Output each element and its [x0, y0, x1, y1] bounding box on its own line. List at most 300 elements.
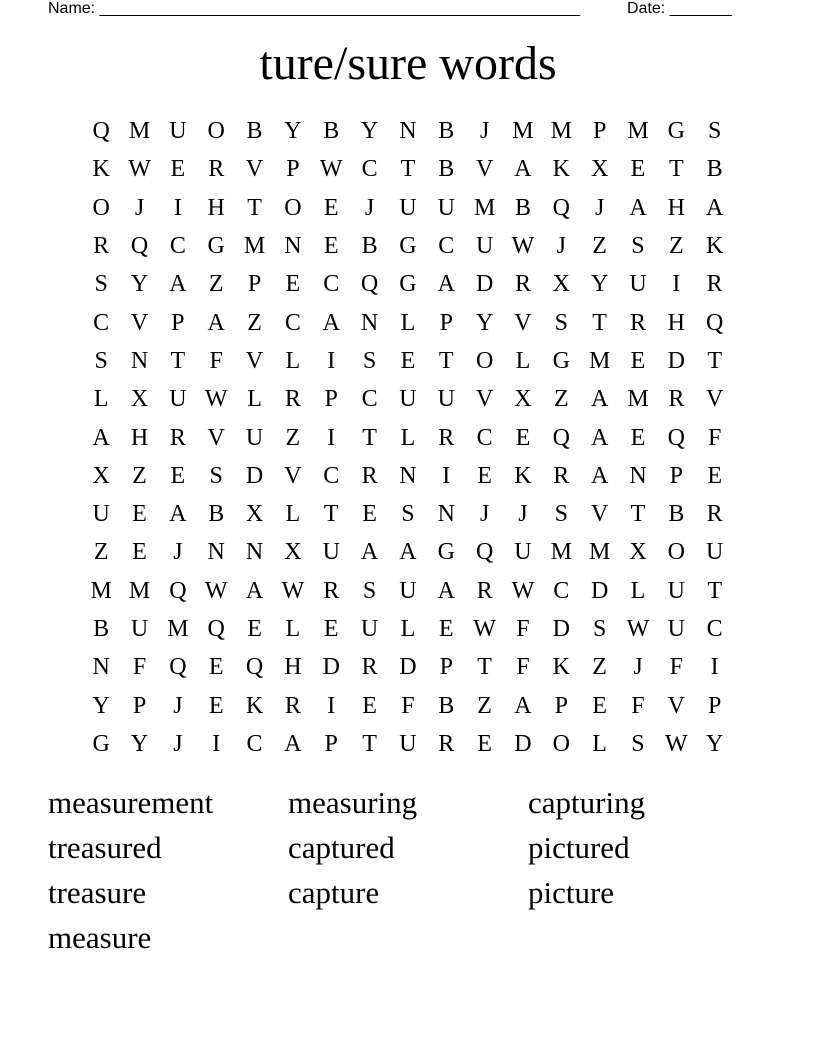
grid-letter[interactable]: X [92, 462, 110, 489]
grid-letter[interactable]: T [592, 309, 607, 336]
grid-letter[interactable]: S [94, 347, 108, 374]
grid-letter[interactable]: G [399, 233, 417, 260]
grid-row [82, 380, 734, 418]
grid-letter[interactable]: X [629, 539, 647, 566]
grid-letter[interactable]: Z [132, 462, 147, 489]
grid-letter[interactable]: B [438, 156, 455, 183]
grid-letter[interactable]: V [475, 386, 494, 413]
grid-letter[interactable]: A [169, 501, 187, 528]
grid-letter[interactable]: N [284, 233, 302, 260]
grid-letter[interactable]: E [247, 616, 262, 642]
grid-letter[interactable]: R [169, 424, 186, 451]
grid-letter[interactable]: Z [247, 309, 262, 336]
grid-row [82, 418, 734, 456]
grid-letter[interactable]: R [706, 271, 723, 298]
grid-letter[interactable]: M [627, 118, 649, 145]
grid-letter[interactable]: E [132, 501, 147, 528]
grid-letter[interactable]: U [399, 577, 417, 604]
grid-letter[interactable]: Z [668, 233, 684, 260]
grid-letter[interactable]: Y [475, 309, 494, 336]
grid-letter[interactable]: P [324, 730, 338, 757]
grid-letter[interactable]: W [128, 156, 151, 183]
grid-letter[interactable]: J [173, 692, 183, 719]
grid-letter[interactable]: P [247, 271, 262, 298]
grid-letter[interactable]: A [399, 539, 417, 566]
grid-letter[interactable]: B [438, 692, 455, 719]
grid-letter[interactable]: E [132, 539, 147, 566]
grid-letter[interactable]: S [631, 233, 645, 260]
grid-letter[interactable]: H [130, 424, 149, 451]
grid-letter[interactable]: B [438, 118, 455, 145]
grid-letter[interactable]: I [327, 424, 336, 451]
grid-letter[interactable]: X [130, 386, 149, 413]
grid-letter[interactable]: Y [284, 118, 302, 145]
grid-letter[interactable]: B [668, 501, 685, 528]
grid-letter[interactable]: L [400, 616, 416, 642]
grid-letter[interactable]: L [93, 386, 109, 413]
grid-letter[interactable]: I [672, 271, 681, 298]
grid-letter[interactable]: K [552, 156, 570, 183]
grid-letter[interactable]: U [399, 730, 417, 757]
grid-letter[interactable]: Q [169, 577, 187, 604]
grid-letter[interactable]: E [362, 692, 377, 719]
grid-letter[interactable]: F [669, 654, 683, 681]
grid-letter[interactable]: G [552, 347, 570, 374]
grid-letter[interactable]: Q [552, 194, 570, 221]
grid-letter[interactable]: M [550, 118, 572, 145]
grid-letter[interactable]: Z [553, 386, 569, 413]
grid-letter[interactable]: E [477, 730, 492, 757]
grid-letter[interactable]: V [706, 386, 724, 413]
grid-letter[interactable]: F [631, 692, 645, 719]
grid-letter[interactable]: T [247, 194, 262, 221]
grid-letter[interactable]: D [399, 654, 417, 681]
grid-letter[interactable]: L [630, 577, 646, 604]
grid-letter[interactable]: T [477, 654, 492, 681]
grid-letter[interactable]: U [437, 194, 455, 221]
grid-letter[interactable]: L [285, 501, 301, 528]
grid-letter[interactable]: M [588, 539, 611, 566]
grid-letter[interactable]: E [323, 233, 339, 260]
grid-letter[interactable]: N [437, 501, 455, 528]
grid-letter[interactable]: U [475, 233, 494, 260]
grid-letter[interactable]: T [630, 501, 646, 528]
grid-letter[interactable]: L [247, 386, 262, 413]
grid-letter[interactable]: A [245, 577, 264, 604]
grid-letter[interactable]: N [399, 462, 417, 489]
grid-letter[interactable]: E [630, 347, 646, 374]
grid-letter[interactable]: R [284, 386, 301, 413]
grid-letter[interactable]: Z [285, 424, 301, 451]
grid-letter[interactable]: C [246, 730, 263, 757]
grid-letter[interactable]: L [400, 309, 416, 336]
grid-letter[interactable]: Q [245, 654, 264, 681]
grid-letter[interactable]: W [473, 616, 496, 642]
grid-letter[interactable]: U [130, 616, 149, 642]
grid-letter[interactable]: W [281, 577, 305, 604]
grid-letter[interactable]: V [245, 347, 264, 374]
grid-letter[interactable]: J [479, 118, 490, 145]
grid-letter[interactable]: W [665, 730, 688, 757]
grid-letter[interactable]: J [173, 730, 183, 757]
grid-letter[interactable]: O [475, 347, 494, 374]
grid-letter[interactable]: U [667, 577, 685, 604]
grid-letter[interactable]: D [322, 654, 340, 681]
grid-letter[interactable]: T [400, 156, 416, 183]
grid-letter[interactable]: R [438, 424, 455, 451]
grid-letter[interactable]: G [207, 233, 225, 260]
grid-letter[interactable]: R [438, 730, 455, 757]
grid-letter[interactable]: R [706, 501, 723, 528]
grid-letter[interactable]: D [552, 616, 570, 642]
grid-letter[interactable]: W [626, 616, 650, 642]
grid-row [82, 112, 734, 150]
grid-letter[interactable]: F [209, 347, 223, 374]
grid-letter[interactable]: M [473, 194, 496, 221]
grid-letter[interactable]: O [284, 194, 302, 221]
grid-letter[interactable]: O [92, 194, 110, 221]
grid-letter[interactable]: U [437, 386, 455, 413]
grid-letter[interactable]: A [514, 692, 532, 719]
grid-letter[interactable]: C [361, 156, 378, 183]
grid-letter[interactable]: B [361, 233, 378, 260]
grid-letter[interactable]: A [322, 309, 340, 336]
grid-letter[interactable]: E [707, 462, 722, 489]
grid-letter[interactable]: V [667, 692, 685, 719]
grid-letter[interactable]: T [707, 347, 722, 374]
grid-letter[interactable]: C [438, 233, 455, 260]
grid-letter[interactable]: U [399, 194, 417, 221]
grid-letter[interactable]: T [438, 347, 454, 374]
grid-letter[interactable]: M [128, 577, 151, 604]
grid-letter[interactable]: U [169, 386, 187, 413]
grid-letter[interactable]: K [92, 156, 110, 183]
grid-letter[interactable]: N [92, 654, 110, 681]
grid-letter[interactable]: G [667, 118, 685, 145]
grid-letter[interactable]: M [167, 616, 189, 642]
grid-letter[interactable]: A [706, 194, 724, 221]
grid-letter[interactable]: R [668, 386, 685, 413]
grid-letter[interactable]: T [170, 347, 186, 374]
grid-letter[interactable]: R [629, 309, 646, 336]
grid-letter[interactable]: E [323, 616, 339, 642]
grid-letter[interactable]: M [90, 577, 112, 604]
grid-letter[interactable]: W [511, 577, 535, 604]
grid-letter[interactable]: J [364, 194, 375, 221]
grid-letter[interactable]: Q [360, 271, 379, 298]
grid-letter[interactable]: E [285, 271, 301, 298]
grid-letter[interactable]: T [362, 730, 377, 757]
grid-letter[interactable]: E [400, 347, 416, 374]
grid-letter[interactable]: I [710, 654, 719, 681]
grid-letter[interactable]: S [209, 462, 223, 489]
grid-letter[interactable]: U [245, 424, 264, 451]
grid-letter[interactable]: Z [592, 233, 607, 260]
grid-letter[interactable]: A [437, 577, 455, 604]
grid-letter[interactable]: Q [552, 424, 570, 451]
grid-letter[interactable]: A [92, 424, 110, 451]
grid-letter[interactable]: Y [360, 118, 379, 145]
grid-letter[interactable]: Q [706, 309, 724, 336]
grid-letter[interactable]: Y [130, 271, 149, 298]
word-bank-item: pictured [528, 830, 630, 865]
grid-letter[interactable]: P [324, 386, 338, 413]
grid-letter[interactable]: S [592, 616, 607, 642]
grid-letter[interactable]: J [134, 194, 145, 221]
grid-letter[interactable]: L [285, 616, 301, 642]
grid-letter[interactable]: U [322, 539, 340, 566]
grid-letter[interactable]: R [208, 156, 225, 183]
grid-letter[interactable]: P [707, 692, 722, 719]
grid-letter[interactable]: S [554, 501, 568, 528]
grid-letter[interactable]: U [629, 271, 647, 298]
grid-letter[interactable]: D [667, 347, 685, 374]
grid-letter[interactable]: C [706, 616, 723, 642]
grid-letter[interactable]: V [475, 156, 494, 183]
grid-letter[interactable]: E [438, 616, 454, 642]
grid-letter[interactable]: V [245, 156, 264, 183]
grid-letter[interactable]: Q [92, 118, 110, 145]
grid-letter[interactable]: K [552, 654, 570, 681]
grid-letter[interactable]: Q [475, 539, 494, 566]
grid-letter[interactable]: V [284, 462, 302, 489]
grid-letter[interactable]: P [669, 462, 683, 489]
grid-letter[interactable]: D [590, 577, 609, 604]
word-bank-item: picture [528, 875, 615, 910]
grid-letter[interactable]: I [327, 692, 336, 719]
grid-letter[interactable]: A [360, 539, 379, 566]
grid-letter[interactable]: R [323, 577, 340, 604]
grid-letter[interactable]: F [401, 692, 415, 719]
grid-letter[interactable]: B [93, 616, 110, 642]
grid-row [82, 150, 734, 188]
grid-letter[interactable]: I [327, 347, 336, 374]
grid-letter[interactable]: S [362, 347, 377, 374]
grid-letter[interactable]: E [170, 462, 186, 489]
grid-letter[interactable]: Q [169, 654, 187, 681]
grid-letter[interactable]: A [169, 271, 187, 298]
grid-letter[interactable]: S [707, 118, 722, 145]
grid-letter[interactable]: P [171, 309, 185, 336]
grid-letter[interactable]: Z [477, 692, 492, 719]
grid-letter[interactable]: X [590, 156, 609, 183]
grid-letter[interactable]: I [212, 730, 221, 757]
grid-letter[interactable]: Z [93, 539, 109, 566]
grid-letter[interactable]: V [514, 309, 532, 336]
grid-letter[interactable]: Q [207, 616, 225, 642]
grid-letter[interactable]: H [207, 194, 225, 221]
grid-letter[interactable]: R [476, 577, 493, 604]
grid-row [82, 572, 734, 610]
grid-letter[interactable]: T [323, 501, 339, 528]
grid-letter[interactable]: R [553, 462, 570, 489]
grid-letter[interactable]: K [706, 233, 724, 260]
grid-letter[interactable]: P [439, 309, 453, 336]
grid-letter[interactable]: O [207, 118, 225, 145]
grid-letter[interactable]: W [319, 156, 343, 183]
grid-letter[interactable]: T [707, 577, 722, 604]
word-bank-item: measurement [48, 785, 214, 820]
grid-letter[interactable]: X [514, 386, 532, 413]
grid-letter[interactable]: O [667, 539, 685, 566]
grid-letter[interactable]: G [399, 271, 417, 298]
grid-letter[interactable]: N [245, 539, 264, 566]
grid-row [82, 686, 734, 724]
grid-letter[interactable]: G [92, 730, 110, 757]
grid-letter[interactable]: H [667, 309, 685, 336]
grid-letter[interactable]: N [399, 118, 417, 145]
grid-letter[interactable]: E [630, 156, 646, 183]
grid-letter[interactable]: C [93, 309, 110, 336]
grid-letter[interactable]: J [556, 233, 566, 260]
grid-letter[interactable]: T [668, 156, 684, 183]
grid-letter[interactable]: H [667, 194, 685, 221]
grid-letter[interactable]: F [132, 654, 147, 681]
grid-letter[interactable]: C [323, 271, 340, 298]
grid-letter[interactable]: N [360, 309, 379, 336]
grid-letter[interactable]: B [246, 118, 263, 145]
grid-letter[interactable]: I [173, 194, 182, 221]
grid-letter[interactable]: N [207, 539, 225, 566]
grid-letter[interactable]: P [592, 118, 607, 145]
word-bank [48, 783, 768, 963]
grid-letter[interactable]: R [284, 692, 301, 719]
grid-letter[interactable]: Y [706, 730, 724, 757]
grid-letter[interactable]: R [361, 654, 378, 681]
grid-letter[interactable]: E [477, 462, 492, 489]
grid-letter[interactable]: E [323, 194, 339, 221]
grid-letter[interactable]: E [592, 692, 607, 719]
grid-row [82, 457, 734, 495]
grid-letter[interactable]: L [515, 347, 531, 374]
grid-letter[interactable]: A [629, 194, 647, 221]
grid-letter[interactable]: S [94, 271, 108, 298]
grid-letter[interactable]: J [518, 501, 528, 528]
grid-letter[interactable]: B [514, 194, 531, 221]
grid-letter[interactable]: D [245, 462, 264, 489]
grid-letter[interactable]: C [323, 462, 340, 489]
grid-letter[interactable]: K [514, 462, 532, 489]
grid-letter[interactable]: Y [130, 730, 149, 757]
grid-letter[interactable]: Y [92, 692, 110, 719]
grid-letter[interactable]: M [128, 118, 151, 145]
grid-letter[interactable]: S [554, 309, 568, 336]
grid-letter[interactable]: V [130, 309, 149, 336]
grid-letter[interactable]: P [286, 156, 300, 183]
grid-letter[interactable]: X [284, 539, 302, 566]
grid-letter[interactable]: B [323, 118, 340, 145]
grid-letter[interactable]: D [475, 271, 494, 298]
grid-letter[interactable]: Z [208, 271, 224, 298]
grid-letter[interactable]: M [588, 347, 611, 374]
grid-letter[interactable]: D [514, 730, 532, 757]
grid-letter[interactable]: A [437, 271, 455, 298]
grid-letter[interactable]: U [399, 386, 417, 413]
grid-letter[interactable]: J [594, 194, 605, 221]
grid-letter[interactable]: Q [130, 233, 149, 260]
grid-letter[interactable]: A [590, 424, 609, 451]
grid-letter[interactable]: U [169, 118, 187, 145]
grid-letter[interactable]: L [592, 730, 607, 757]
grid-letter[interactable]: C [476, 424, 493, 451]
grid-letter[interactable]: F [516, 616, 530, 642]
grid-letter[interactable]: Z [592, 654, 607, 681]
grid-letter[interactable]: L [285, 347, 301, 374]
grid-letter[interactable]: U [514, 539, 532, 566]
grid-letter[interactable]: X [245, 501, 264, 528]
grid-letter[interactable]: Q [667, 424, 685, 451]
grid-letter[interactable]: P [439, 654, 453, 681]
grid-letter[interactable]: B [706, 156, 723, 183]
grid-letter[interactable]: E [362, 501, 377, 528]
grid-letter[interactable]: G [437, 539, 455, 566]
grid-letter[interactable]: Y [590, 271, 609, 298]
grid-letter[interactable]: A [590, 462, 609, 489]
grid-letter[interactable]: A [590, 386, 609, 413]
grid-letter[interactable]: W [204, 386, 228, 413]
grid-letter[interactable]: L [400, 424, 416, 451]
grid-letter[interactable]: F [516, 654, 530, 681]
grid-letter[interactable]: N [130, 347, 149, 374]
grid-letter[interactable]: J [173, 539, 183, 566]
grid-letter[interactable]: U [667, 616, 685, 642]
grid-letter[interactable]: A [284, 730, 302, 757]
grid-letter[interactable]: U [706, 539, 724, 566]
grid-letter[interactable]: K [245, 692, 264, 719]
grid-letter[interactable]: M [550, 539, 572, 566]
grid-letter[interactable]: S [631, 730, 645, 757]
grid-letter[interactable]: M [243, 233, 266, 260]
grid-letter[interactable]: V [207, 424, 225, 451]
grid-letter[interactable]: E [208, 692, 224, 719]
grid-letter[interactable]: O [552, 730, 570, 757]
grid-letter[interactable]: C [284, 309, 301, 336]
grid-letter[interactable]: A [514, 156, 532, 183]
grid-letter[interactable]: E [630, 424, 646, 451]
grid-letter[interactable]: F [707, 424, 722, 451]
grid-letter[interactable]: P [554, 692, 568, 719]
grid-letter[interactable]: U [360, 616, 379, 642]
grid-letter[interactable]: B [208, 501, 225, 528]
grid-letter[interactable]: R [93, 233, 110, 260]
grid-letter[interactable]: S [362, 577, 377, 604]
grid-letter[interactable]: N [629, 462, 647, 489]
grid-letter[interactable]: W [511, 233, 535, 260]
grid-letter[interactable]: U [92, 501, 110, 528]
grid-letter[interactable]: C [553, 577, 570, 604]
grid-letter[interactable]: M [512, 118, 534, 145]
grid-letter[interactable]: I [442, 462, 451, 489]
grid-letter[interactable]: A [207, 309, 225, 336]
grid-letter[interactable]: S [401, 501, 415, 528]
grid-letter[interactable]: P [132, 692, 147, 719]
grid-letter[interactable]: X [552, 271, 570, 298]
grid-letter[interactable]: C [169, 233, 186, 260]
grid-letter[interactable]: E [515, 424, 531, 451]
grid-letter[interactable]: M [627, 386, 649, 413]
grid-letter[interactable]: J [633, 654, 643, 681]
grid-letter[interactable]: T [362, 424, 377, 451]
grid-letter[interactable]: W [204, 577, 228, 604]
grid-letter[interactable]: V [590, 501, 609, 528]
grid-letter[interactable]: R [361, 462, 378, 489]
grid-letter[interactable]: R [514, 271, 531, 298]
grid-letter[interactable]: C [361, 386, 378, 413]
grid-letter[interactable]: H [284, 654, 302, 681]
grid-letter[interactable]: E [208, 654, 224, 681]
grid-letter[interactable]: E [170, 156, 186, 183]
grid-letter[interactable]: J [479, 501, 490, 528]
